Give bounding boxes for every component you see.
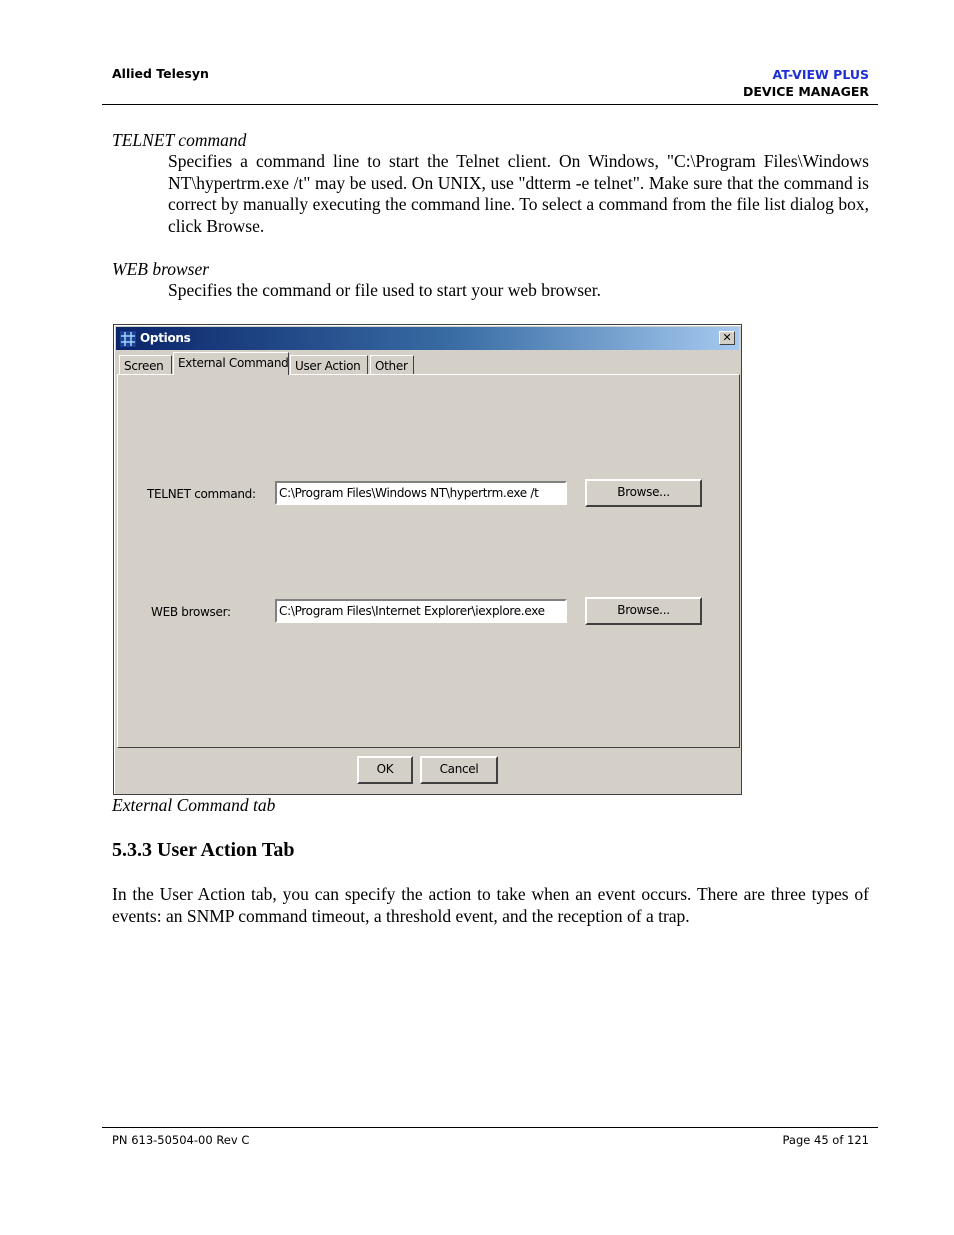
tab-screen[interactable]: Screen — [119, 355, 172, 375]
telnet-command-input[interactable]: C:\Program Files\Windows NT\hypertrm.exe /t — [275, 481, 567, 505]
header-rule — [102, 104, 878, 105]
telnet-description: Specifies a command line to start the Telnet client. On Windows, "C:\Program Files\Windows NT\hypertrm.exe /t" may be used. On UNIX, use "dtterm -e telnet". Make sure that the command is correct by manually executing the command line. To select a command from the file list dialog box, click Browse. — [168, 151, 869, 237]
web-browser-input[interactable]: C:\Program Files\Internet Explorer\iexplore.exe — [275, 599, 567, 623]
cancel-button[interactable]: Cancel — [420, 756, 498, 784]
options-grid-icon — [120, 331, 136, 347]
close-icon[interactable]: ✕ — [719, 331, 735, 345]
header-module: DEVICE MANAGER — [743, 84, 869, 99]
tab-external-command[interactable]: External Command — [173, 352, 289, 375]
section-body: In the User Action tab, you can specify the action to take when an event occurs. There are three types of events: an SNMP command timeout, a threshold event, and the reception of a trap. — [112, 884, 869, 926]
tab-user-action[interactable]: User Action — [290, 355, 368, 375]
telnet-browse-button[interactable]: Browse... — [585, 479, 702, 507]
footer-page-number: Page 45 of 121 — [782, 1133, 869, 1147]
web-browser-label: WEB browser: — [151, 605, 231, 619]
tab-other[interactable]: Other — [370, 355, 414, 375]
header-company: Allied Telesyn — [112, 66, 209, 81]
telnet-term: TELNET command — [112, 130, 247, 150]
footer-part-number: PN 613-50504-00 Rev C — [112, 1133, 250, 1147]
figure-caption: External Command tab — [112, 795, 276, 815]
dialog-title: Options — [140, 331, 191, 345]
options-dialog — [113, 324, 742, 795]
dialog-titlebar[interactable] — [116, 327, 739, 350]
web-description: Specifies the command or file used to start your web browser. — [168, 280, 602, 300]
web-term: WEB browser — [112, 259, 210, 279]
header-product: AT-VIEW PLUS — [772, 67, 869, 82]
web-browse-button[interactable]: Browse... — [585, 597, 702, 625]
tab-panel-external-command — [117, 374, 740, 748]
footer-rule — [102, 1127, 878, 1128]
section-heading: 5.3.3 User Action Tab — [112, 839, 295, 861]
header-product-block — [743, 66, 869, 100]
ok-button[interactable]: OK — [357, 756, 413, 784]
telnet-command-label: TELNET command: — [147, 487, 256, 501]
